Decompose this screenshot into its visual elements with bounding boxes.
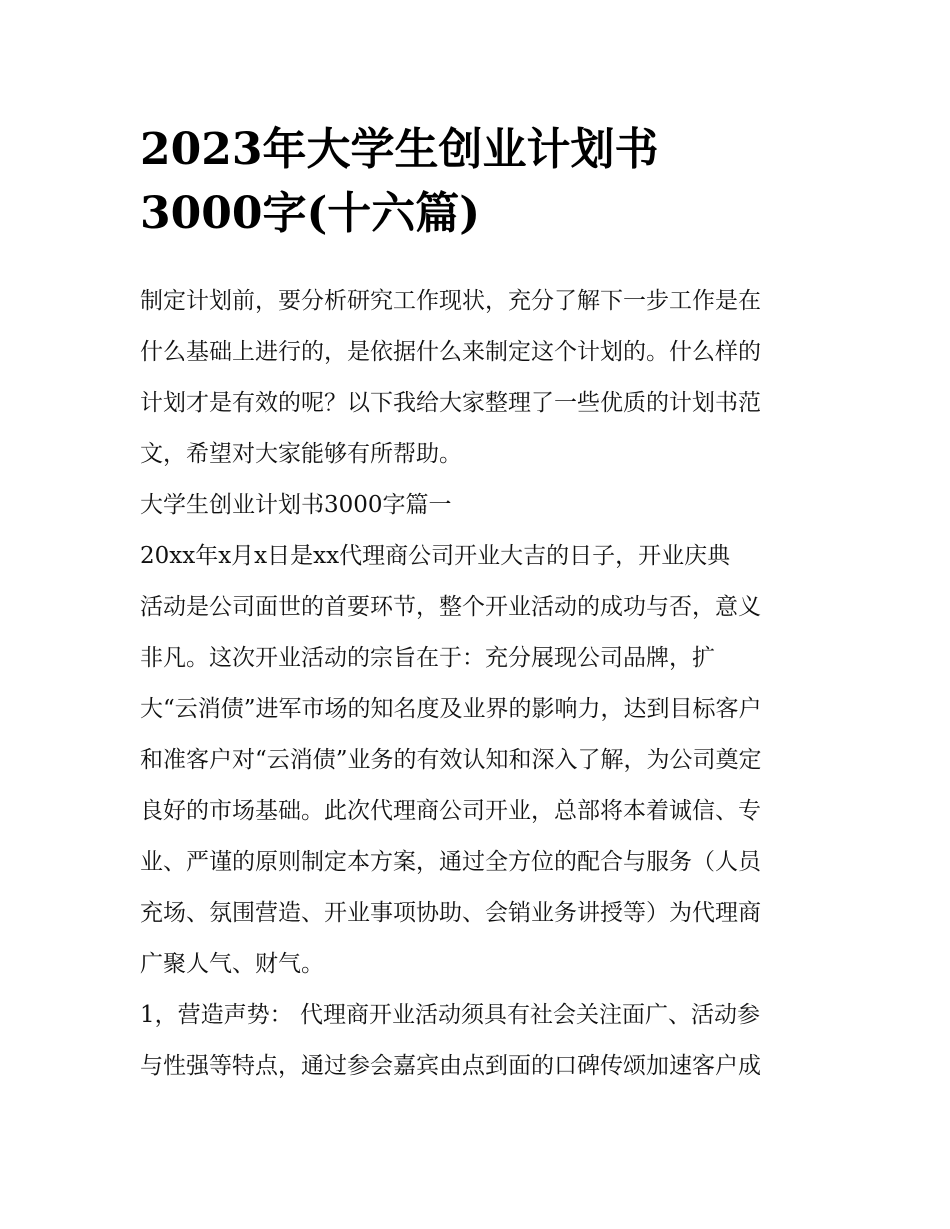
paragraph-line-9: 广聚人气、财气。 — [140, 951, 324, 977]
point-1-line-1: 1，营造声势： 代理商开业活动须具有社会关注面广、活动参 — [140, 1002, 760, 1028]
paragraph-line-6: 良好的市场基础。此次代理商公司开业，总部将本着诚信、专 — [140, 798, 761, 824]
title-line-1: 2023年大学生创业计划书 — [140, 124, 659, 175]
paragraph-line-3: 非凡。这次开业活动的宗旨在于：充分展现公司品牌，扩 — [140, 645, 715, 671]
intro-line-1: 制定计划前，要分析研究工作现状，充分了解下一步工作是在 — [140, 288, 761, 314]
title-line-2: 3000字(十六篇) — [140, 188, 481, 239]
intro-line-2: 什么基础上进行的，是依据什么来制定这个计划的。什么样的 — [140, 339, 761, 365]
paragraph-line-2: 活动是公司面世的首要环节，整个开业活动的成功与否，意义 — [140, 594, 761, 620]
paragraph-line-5: 和准客户对“云消债”业务的有效认知和深入了解，为公司奠定 — [140, 747, 762, 773]
paragraph-line-8: 充场、氛围营造、开业事项协助、会销业务讲授等）为代理商 — [140, 900, 761, 926]
section-heading: 大学生创业计划书3000字篇一 — [140, 492, 452, 518]
paragraph-line-4: 大“云消债”进军市场的知名度及业界的影响力，达到目标客户 — [140, 696, 762, 722]
document-title — [140, 118, 820, 246]
paragraph-line-1: 20xx年x月x日是xx代理商公司开业大吉的日子，开业庆典 — [140, 543, 731, 569]
intro-line-3: 计划才是有效的呢？以下我给大家整理了一些优质的计划书范 — [140, 390, 761, 416]
intro-line-4: 文，希望对大家能够有所帮助。 — [140, 441, 462, 467]
document-body — [140, 276, 820, 1092]
paragraph-line-7: 业、严谨的原则制定本方案，通过全方位的配合与服务（人员 — [140, 849, 761, 875]
point-1-line-2: 与性强等特点，通过参会嘉宾由点到面的口碑传颂加速客户成 — [140, 1053, 761, 1079]
